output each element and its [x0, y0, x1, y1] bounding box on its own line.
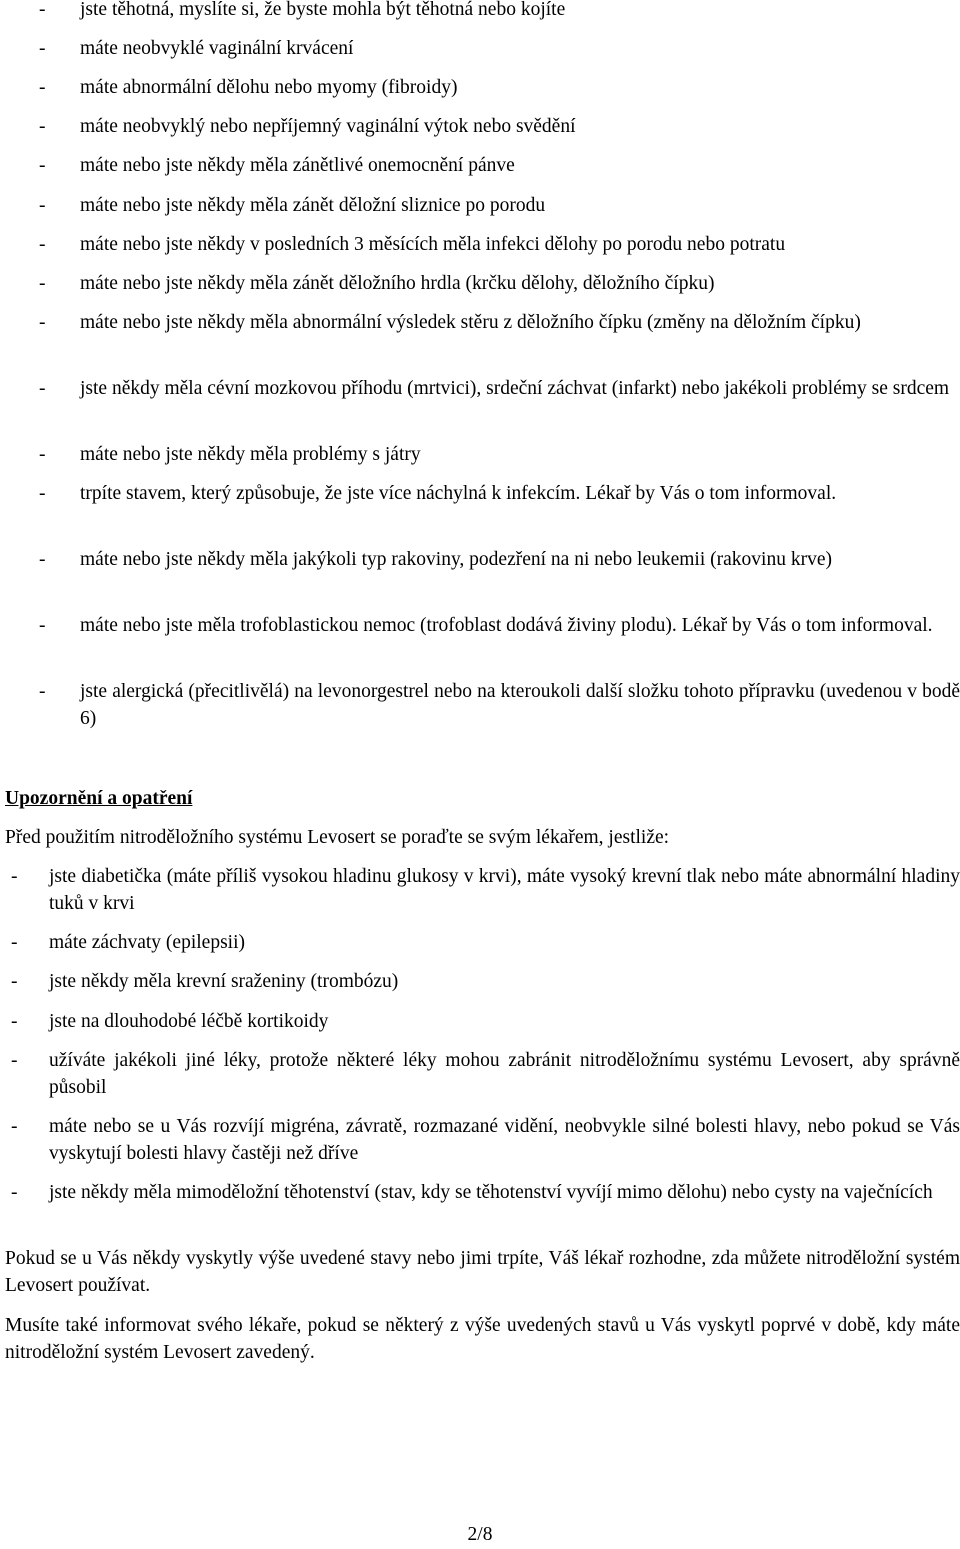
- list-item-text: trpíte stavem, který způsobuje, že jste více náchylná k infekcím. Lékař by Vás o tom informoval.: [80, 483, 837, 504]
- section-intro: Před použitím nitroděložního systému Levosert se poraďte se svým lékařem, jestliže:: [5, 827, 670, 848]
- list-item: [0, 376, 960, 403]
- list-item-text: jste alergická (přecitlivělá) na levonorgestrel nebo na kteroukoli další složku tohoto přípravku (uvedenou v bodě 6): [80, 681, 960, 729]
- list-dash: -: [39, 38, 46, 59]
- list-item-text: máte nebo se u Vás rozvíjí migréna, závratě, rozmazané vidění, neobvykle silné bolesti hlavy, nebo pokud se Vás vyskytují bolesti hlavy častěji než dříve: [49, 1116, 960, 1164]
- list-dash: -: [11, 866, 18, 887]
- list-item-text: máte neobvyklé vaginální krvácení: [80, 38, 354, 59]
- list-item-text: jste na dlouhodobé léčbě kortikoidy: [49, 1011, 329, 1032]
- list-dash: -: [11, 1116, 18, 1137]
- list-dash: -: [11, 1050, 18, 1071]
- list-dash: -: [39, 0, 46, 20]
- list-item: [0, 114, 960, 141]
- list-item: [0, 481, 960, 508]
- list-item: [0, 310, 960, 337]
- list-item: [0, 613, 960, 640]
- list-item: [0, 36, 960, 63]
- list-item: [0, 1009, 960, 1036]
- list-item-text: máte nebo jste někdy měla zánět děložní sliznice po porodu: [80, 195, 546, 216]
- list-item-text: užíváte jakékoli jiné léky, protože některé léky mohou zabránit nitroděložnímu systému Levosert, aby správně působil: [49, 1050, 960, 1098]
- list-dash: -: [39, 681, 46, 702]
- list-item-text: máte nebo jste někdy měla zánět děložního hrdla (krčku dělohy, děložního čípku): [80, 273, 715, 294]
- list-item-text: máte záchvaty (epilepsii): [49, 932, 245, 953]
- list-item-text: jste diabetička (máte příliš vysokou hladinu glukosy v krvi), máte vysoký krevní tlak nebo máte abnormální hladiny tuků v krvi: [49, 866, 960, 914]
- list-dash: -: [11, 1182, 18, 1203]
- section-heading: Upozornění a opatření: [5, 788, 193, 809]
- list-dash: -: [39, 77, 46, 98]
- list-item: [0, 232, 960, 259]
- list-dash: -: [11, 932, 18, 953]
- list-item: [0, 271, 960, 298]
- list-item-text: jste někdy měla mimoděložní těhotenství (stav, kdy se těhotenství vyvíjí mimo dělohu) nebo cysty na vaječnících: [49, 1182, 933, 1203]
- list-item: [0, 1048, 960, 1101]
- list-item: [0, 153, 960, 180]
- list-item: [0, 1180, 960, 1207]
- list-dash: -: [39, 615, 46, 636]
- list-dash: -: [39, 155, 46, 176]
- list-dash: -: [39, 116, 46, 137]
- list-item: [0, 0, 960, 24]
- list-item: [0, 547, 960, 574]
- list-item: [0, 930, 960, 957]
- list-item-text: máte neobvyklý nebo nepříjemný vaginální výtok nebo svědění: [80, 116, 576, 137]
- list-item: [0, 75, 960, 102]
- list-item-text: máte nebo jste někdy měla jakýkoli typ rakoviny, podezření na ni nebo leukemii (rakovinu krve): [80, 549, 832, 570]
- list-dash: -: [11, 971, 18, 992]
- paragraph: Pokud se u Vás někdy vyskytly výše uvedené stavy nebo jimi trpíte, Váš lékař rozhodne, zda můžete nitroděložní systém Levosert používat.: [5, 1248, 960, 1296]
- list-dash: -: [39, 234, 46, 255]
- list-dash: -: [39, 378, 46, 399]
- page-number: 2/8: [467, 1524, 493, 1545]
- paragraph: Musíte také informovat svého lékaře, pokud se některý z výše uvedených stavů u Vás vyskytl poprvé v době, kdy máte nitroděložní systém Levosert zavedený.: [5, 1315, 960, 1363]
- list-item-text: máte nebo jste někdy v posledních 3 měsících měla infekci dělohy po porodu nebo potratu: [80, 234, 786, 255]
- list-item-text: máte nebo jste někdy měla zánětlivé onemocnění pánve: [80, 155, 515, 176]
- list-item: [0, 679, 960, 732]
- list-item-text: máte nebo jste měla trofoblastickou nemoc (trofoblast dodává živiny plodu). Lékař by Vás o tom informoval.: [80, 615, 933, 636]
- list-item: [0, 864, 960, 917]
- list-item-text: jste někdy měla cévní mozkovou příhodu (mrtvici), srdeční záchvat (infarkt) nebo jakékoli problémy se srdcem: [80, 378, 950, 399]
- list-item-text: jste těhotná, myslíte si, že byste mohla být těhotná nebo kojíte: [80, 0, 566, 20]
- list-dash: -: [39, 312, 46, 333]
- list-dash: -: [39, 549, 46, 570]
- list-item: [0, 969, 960, 996]
- list-dash: -: [39, 273, 46, 294]
- list-item: [0, 442, 960, 469]
- list-dash: -: [39, 195, 46, 216]
- list-dash: -: [11, 1011, 18, 1032]
- list-item-text: jste někdy měla krevní sraženiny (trombózu): [49, 971, 399, 992]
- list-item-text: máte nebo jste někdy měla abnormální výsledek stěru z děložního čípku (změny na děložním čípku): [80, 312, 861, 333]
- list-item-text: máte nebo jste někdy měla problémy s játry: [80, 444, 421, 465]
- list-item: [0, 193, 960, 220]
- list-item: [0, 1114, 960, 1167]
- list-dash: -: [39, 483, 46, 504]
- list-item-text: máte abnormální dělohu nebo myomy (fibroidy): [80, 77, 458, 98]
- list-dash: -: [39, 444, 46, 465]
